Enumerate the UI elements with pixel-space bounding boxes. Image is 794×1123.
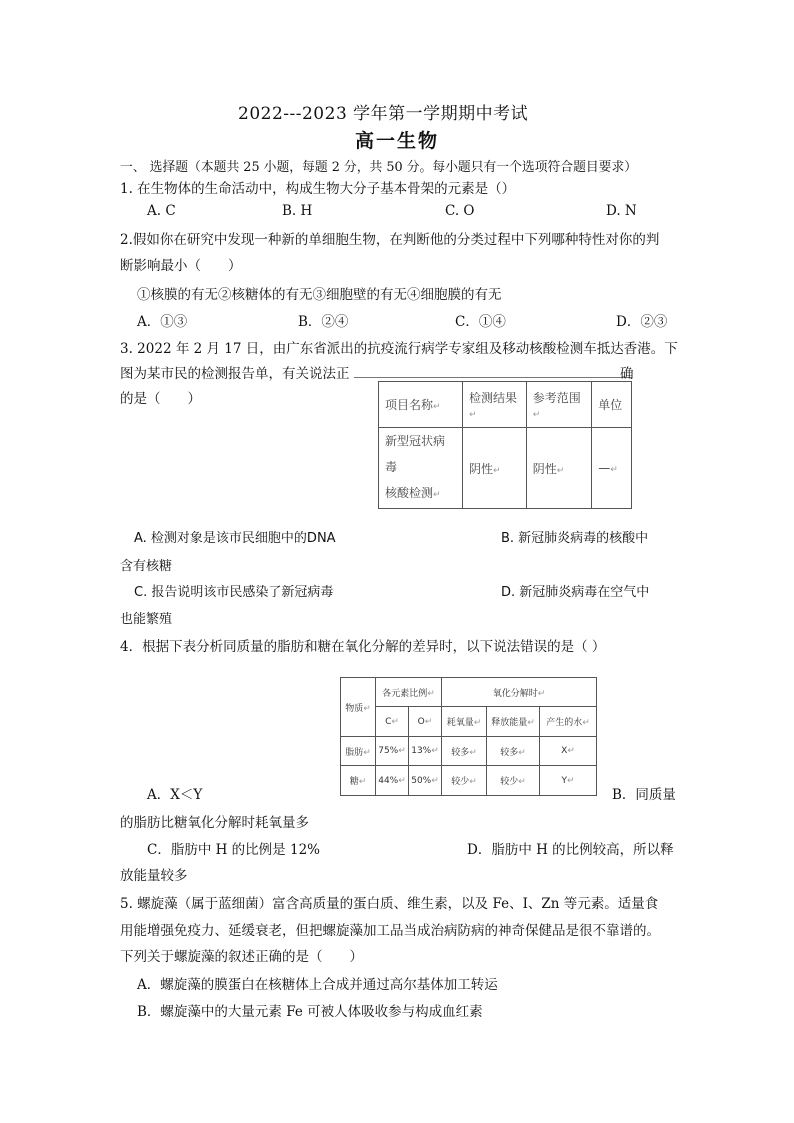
q4-option-b: B．同质量 (612, 787, 676, 803)
q4-cell: 较多↵ (442, 737, 487, 766)
q3-header-unit: 单位 (592, 382, 632, 428)
q1-option-c: C. O (445, 203, 475, 219)
q4-cell: 较少↵ (442, 766, 487, 796)
q4-cell: 较多↵ (487, 737, 540, 766)
q4-cell: 50%↵ (409, 766, 442, 796)
q3-report-table (378, 381, 632, 509)
q4-header-o: O↵ (409, 707, 442, 737)
q3-header-result: 检测结果↵ (462, 382, 526, 428)
q4-header-oxidation: 氧化分解时↵ (442, 678, 597, 707)
q4-cell: Y↵ (540, 766, 597, 796)
q4-header-substance: 物质↵ (341, 678, 376, 737)
q4-cell: X↵ (540, 737, 597, 766)
q5-stem-line3: 下列关于螺旋藻的叙述正确的是（ ） (120, 949, 363, 965)
q3-cell-range: 阴性↵ (526, 428, 592, 509)
table-row (379, 428, 632, 509)
q4-option-d-cont: 放能量较多 (120, 868, 188, 884)
q1-option-d: D. N (606, 203, 637, 219)
q4-comparison-table (340, 677, 597, 796)
q5-stem-line2: 用能增强免疫力、延缓衰老，但把螺旋藻加工品当成治病防病的神奇保健品是很不靠谱的。 (120, 923, 660, 939)
table-row (341, 737, 597, 766)
q2-stem-line1: 2.假如你在研究中发现一种新的单细胞生物，在判断他的分类过程中下列哪种特性对你的判 (120, 232, 660, 248)
exam-title: 2022---2023 学年第一学期期中考试 (238, 104, 529, 124)
q4-cell: 75%↵ (376, 737, 409, 766)
q4-option-b-cont: 的脂肪比糖氧化分解时耗氧量多 (120, 815, 309, 831)
q4-option-d: D．脂肪中 H 的比例较高，所以释 (467, 842, 674, 858)
q5-option-b: B．螺旋藻中的大量元素 Fe 可被人体吸收参与构成血红素 (137, 1004, 483, 1020)
q4-row-fat: 脂肪↵ (341, 737, 376, 766)
q1-option-a: A. C (147, 203, 176, 219)
q3-stem-line1: 3. 2022 年 2 月 17 日，由广东省派出的抗疫流行病学专家组及移动核酸检测车抵达香港。下 (120, 341, 678, 357)
q3-stem-line2-end: 确 (620, 366, 634, 382)
q3-option-d-cont: 也能繁殖 (120, 612, 173, 627)
table-row (341, 707, 597, 737)
q2-option-a: A．①③ (137, 314, 188, 330)
q3-option-b: B. 新冠肺炎病毒的核酸中 (501, 531, 649, 546)
q1-stem: 1. 在生物体的生命活动中，构成生物大分子基本骨架的元素是（） (120, 181, 516, 197)
q4-header-energy: 释放能量↵ (487, 707, 540, 737)
q5-option-a: A．螺旋藻的膜蛋白在核糖体上合成并通过高尔基体加工转运 (137, 977, 498, 993)
q2-stem-line2: 断影响最小（ ） (120, 258, 242, 274)
q3-stem-line2: 图为某市民的检测报告单，有关说法正 (120, 366, 350, 382)
q2-statement-list: ①核膜的有无②核糖体的有无③细胞壁的有无④细胞膜的有无 (137, 287, 502, 303)
q4-row-sugar: 糖↵ (341, 766, 376, 796)
q3-header-range: 参考范围↵ (526, 382, 592, 428)
q4-header-c: C↵ (376, 707, 409, 737)
q4-cell: 13%↵ (409, 737, 442, 766)
q3-option-c: C. 报告说明该市民感染了新冠病毒 (134, 585, 334, 600)
q3-option-a: A. 检测对象是该市民细胞中的DNA (134, 531, 336, 546)
q4-option-a: A．X＜Y (147, 787, 203, 803)
q4-cell: 较少↵ (487, 766, 540, 796)
q3-cell-unit: —↵ (592, 428, 632, 509)
q3-cell-result: 阴性↵ (462, 428, 526, 509)
q2-option-b: B．②④ (298, 314, 349, 330)
table-row (341, 766, 597, 796)
table-row (379, 382, 632, 428)
q4-cell: 44%↵ (376, 766, 409, 796)
q2-option-d: D．②③ (616, 314, 668, 330)
q4-stem: 4．根据下表分析同质量的脂肪和糖在氧化分解的差异时，以下说法错误的是（ ） (120, 639, 606, 655)
q4-header-water: 产生的水↵ (540, 707, 597, 737)
q2-option-c: C．①④ (455, 314, 506, 330)
q4-header-ratio: 各元素比例↵ (376, 678, 442, 707)
q4-option-c: C．脂肪中 H 的比例是 12% (147, 842, 320, 858)
q3-header-item: 项目名称↵ (379, 382, 463, 428)
q3-stem-line3: 的是（ ） (120, 391, 201, 407)
subject-title: 高一生物 (355, 130, 440, 152)
q3-option-d: D. 新冠肺炎病毒在空气中 (501, 585, 650, 600)
q1-option-b: B. H (282, 203, 313, 219)
q4-header-oxygen: 耗氧量↵ (442, 707, 487, 737)
q5-stem-line1: 5. 螺旋藻（属于蓝细菌）富含高质量的蛋白质、维生素，以及 Fe、I、Zn 等元素。适量食 (120, 896, 659, 912)
q3-option-b-cont: 含有核糖 (120, 559, 173, 574)
q3-cell-item: 新型冠状病毒 核酸检测↵ (379, 428, 463, 509)
table-row (341, 678, 597, 707)
q3-table-top-rule (354, 377, 632, 378)
section-heading: 一、 选择题（本题共 25 小题，每题 2 分，共 50 分。每小题只有一个选项符合题目要求） (120, 160, 638, 175)
